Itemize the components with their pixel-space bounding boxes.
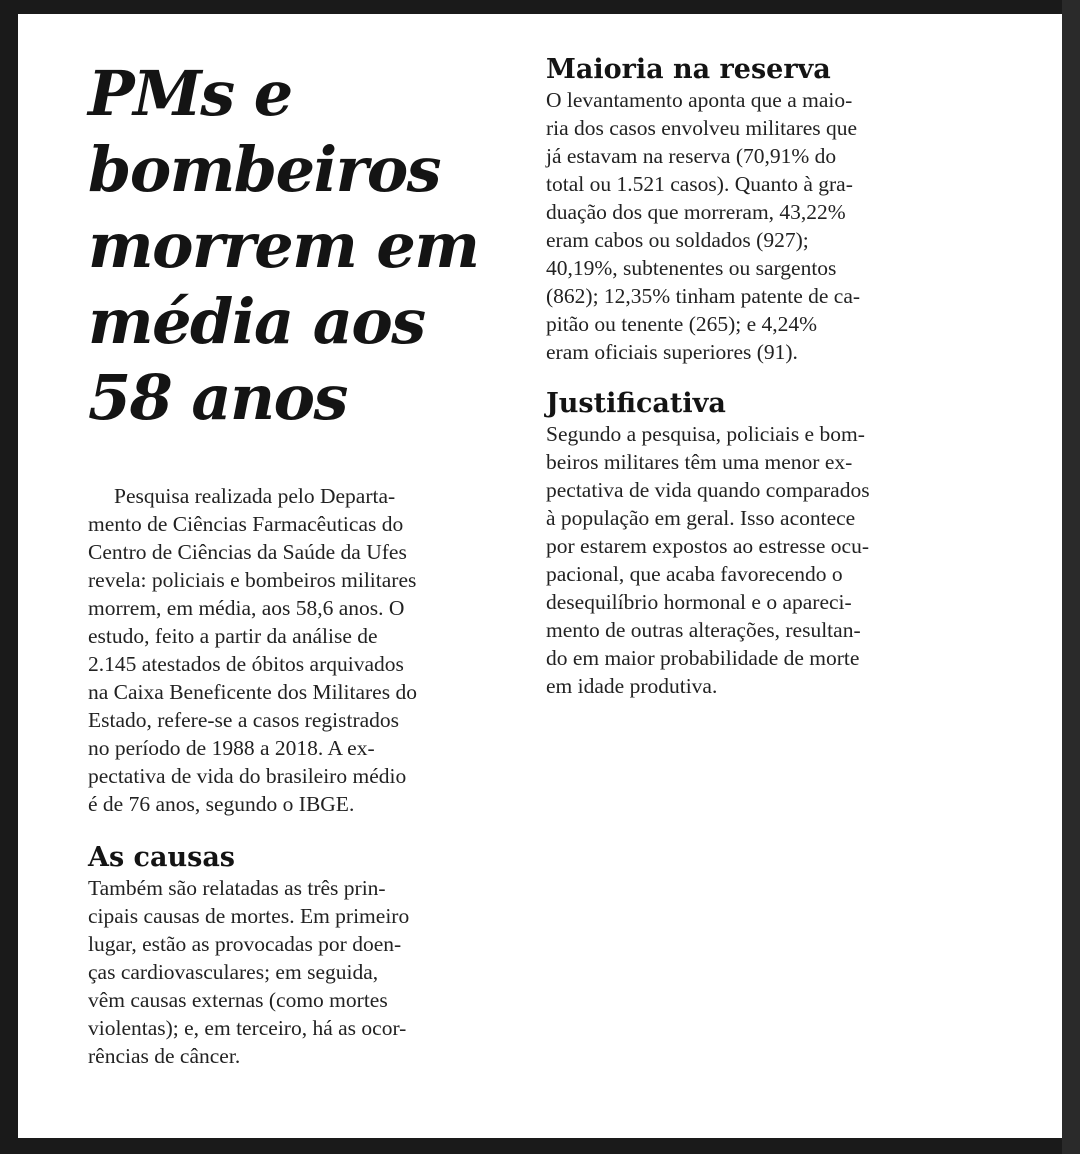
text-line: do em maior probabilidade de morte [546,646,860,670]
text-line: na Caixa Beneficente dos Militares do [88,680,417,704]
text-line: pectativa de vida quando comparados [546,478,870,502]
text-line: estudo, feito a partir da análise de [88,624,378,648]
subhead-reserva: Maioria na reserva [546,54,831,85]
text-line: ria dos casos envolveu militares que [546,116,858,140]
left-column [88,482,508,1070]
subhead-causas: As causas [88,842,236,873]
text-line: pacional, que acaba favorecendo o [546,562,843,586]
text-line: eram cabos ou soldados (927); [546,228,809,252]
text-line: à população em geral. Isso acontece [546,506,856,530]
text-line: lugar, estão as provocadas por doen- [88,932,402,956]
text-line: por estarem expostos ao estresse ocu- [546,534,869,558]
text-line: eram oficiais superiores (91). [546,340,798,364]
intro-paragraph [88,482,508,818]
right-column [546,54,976,700]
text-line: vêm causas externas (como mortes [88,988,388,1012]
text-line: ças cardiovasculares; em seguida, [88,960,379,984]
justificativa-paragraph [546,420,976,700]
text-line: rências de câncer. [88,1044,241,1068]
headline-line: bombeiros [88,133,441,206]
headline-line: PMs e [88,57,292,130]
newspaper-clipping [18,14,1062,1138]
text-line: violentas); e, em terceiro, há as ocor- [88,1016,407,1040]
text-line: beiros militares têm uma menor ex- [546,450,853,474]
headline-line: média aos [88,285,425,358]
text-line: é de 76 anos, segundo o IBGE. [88,792,355,816]
text-line: pectativa de vida do brasileiro médio [88,764,407,788]
text-line: morrem, em média, aos 58,6 anos. O [88,596,405,620]
causas-paragraph [88,874,508,1070]
text-line: Também são relatadas as três prin- [88,876,386,900]
text-line: Pesquisa realizada pelo Departa- [114,484,396,508]
headline [88,56,518,436]
subhead-justificativa: Justificativa [546,388,726,419]
headline-line: 58 anos [88,361,347,434]
reserva-paragraph [546,86,976,366]
text-line: (862); 12,35% tinham patente de ca- [546,284,861,308]
text-line: Centro de Ciências da Saúde da Ufes [88,540,407,564]
text-line: no período de 1988 a 2018. A ex- [88,736,375,760]
text-line: desequilíbrio hormonal e o apareci- [546,590,852,614]
screen-border [1062,0,1080,1154]
text-line: Segundo a pesquisa, policiais e bom- [546,422,865,446]
text-line: mento de Ciências Farmacêuticas do [88,512,404,536]
text-line: revela: policiais e bombeiros militares [88,568,417,592]
text-line: 40,19%, subtenentes ou sargentos [546,256,837,280]
text-line: pitão ou tenente (265); e 4,24% [546,312,818,336]
text-line: Estado, refere-se a casos registrados [88,708,400,732]
text-line: cipais causas de mortes. Em primeiro [88,904,410,928]
headline-line: morrem em [88,209,479,282]
text-line: 2.145 atestados de óbitos arquivados [88,652,404,676]
text-line: em idade produtiva. [546,674,718,698]
text-line: mento de outras alterações, resultan- [546,618,861,642]
text-line: total ou 1.521 casos). Quanto à gra- [546,172,853,196]
text-line: O levantamento aponta que a maio- [546,88,853,112]
text-line: duação dos que morreram, 43,22% [546,200,846,224]
text-line: já estavam na reserva (70,91% do [546,144,837,168]
